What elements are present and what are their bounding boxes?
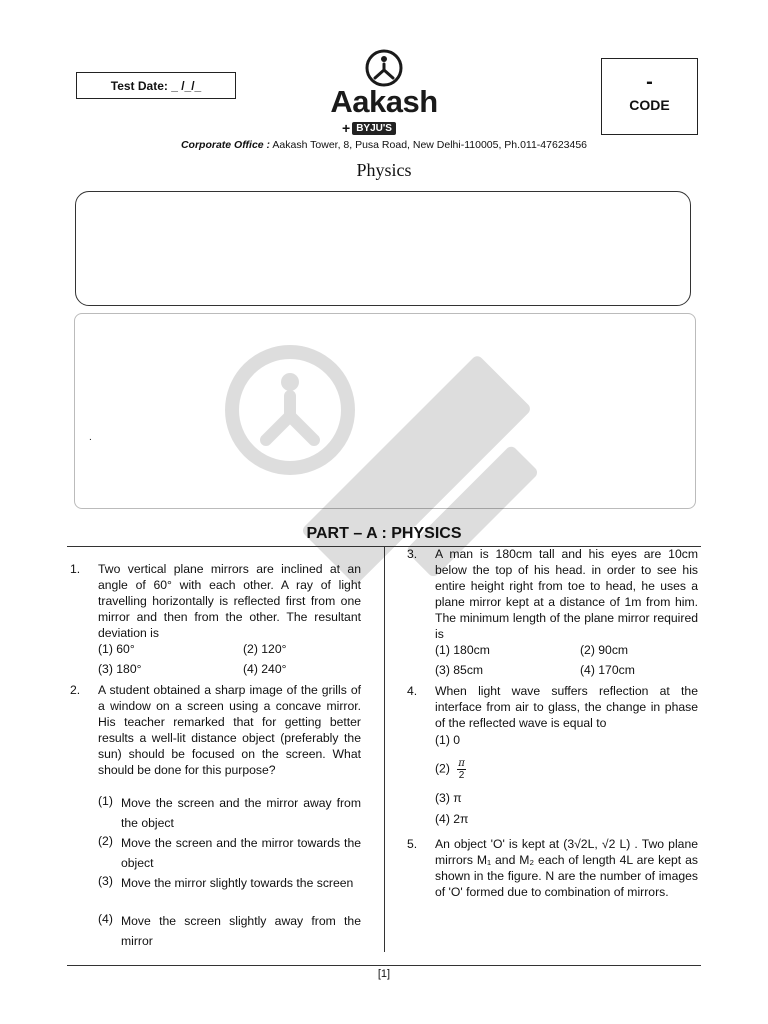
option-3[interactable]: (3) 180°: [98, 662, 142, 676]
option-3[interactable]: (3) π: [435, 791, 462, 805]
option-4[interactable]: Move the screen slightly away from the mirror: [121, 914, 361, 948]
question-text: A man is 180cm tall and his eyes are 10cm below the top of his head. in order to see his entire height right from toe to head, he uses a plane mirror kept at a distance of 1m from him. The minimum length of the plane mirror required is: [435, 547, 698, 641]
option-2[interactable]: Move the screen and the mirror towards the object: [121, 836, 361, 870]
question-text: Two vertical plane mirrors are inclined at an angle of 60° with each other. A ray of light travelling horizontally is reflected first from one mirror and then from the other. The resultant deviation is: [98, 562, 361, 640]
page-number: [1]: [377, 968, 391, 980]
question-4: [407, 683, 699, 833]
fraction-denominator: 2: [458, 770, 465, 781]
option-2-number: (2): [435, 761, 450, 776]
option-2[interactable]: (2) 120°: [243, 642, 287, 656]
option-3[interactable]: (3) 85cm: [435, 663, 484, 677]
option-2[interactable]: [435, 758, 466, 781]
code-box: [601, 58, 698, 135]
option-1[interactable]: Move the screen and the mirror away from the object: [121, 796, 361, 830]
corporate-address: Aakash Tower, 8, Pusa Road, New Delhi-110005, Ph.011-47623456: [272, 139, 588, 151]
corporate-office-line: [0, 139, 768, 151]
test-date-box: [76, 72, 236, 99]
part-title: PART – A : PHYSICS: [306, 525, 462, 542]
option-1[interactable]: (1) 180cm: [435, 643, 490, 657]
option-4[interactable]: (4) 240°: [243, 662, 287, 676]
code-dash: -: [646, 71, 653, 93]
byjus-tag: BYJU'S: [352, 122, 396, 135]
code-label: CODE: [629, 97, 670, 113]
details-box: [75, 191, 691, 306]
question-text: When light wave suffers reflection at the interface from air to glass, the change in phase of the reflected wave is equal to: [435, 684, 698, 730]
option-1[interactable]: (1) 0: [435, 733, 461, 747]
option-2-number: (2): [98, 834, 113, 848]
byjus-badge: [342, 121, 396, 135]
corporate-label: Corporate Office :: [180, 139, 271, 151]
option-4-number: (4): [98, 912, 113, 926]
question-number: 3.: [407, 547, 418, 561]
instructions-box: [74, 313, 696, 509]
option-4[interactable]: (4) 170cm: [580, 663, 635, 677]
question-number: 4.: [407, 684, 418, 698]
fraction-numerator: π: [458, 758, 465, 769]
brand-plus: +: [342, 120, 351, 136]
option-1[interactable]: (1) 60°: [98, 642, 135, 656]
aakash-emblem-icon: [318, 48, 450, 88]
instructions-dot: .: [89, 432, 92, 443]
option-4[interactable]: (4) 2π: [435, 812, 469, 826]
column-divider: [384, 547, 385, 952]
question-text: A student obtained a sharp image of the grills of a window on a screen using a concave mirror. His teacher remarked that for getting better results a well-lit distance object (preferably the sun) should be focused on the screen. What should be done for this purpose?: [98, 683, 361, 777]
question-number: 5.: [407, 837, 418, 851]
pi-over-two-fraction: [457, 758, 466, 781]
footer-divider: [67, 965, 701, 966]
question-2: [70, 682, 362, 952]
subject-title: Physics: [356, 160, 412, 180]
question-number: 1.: [70, 562, 81, 576]
question-1: [70, 561, 362, 681]
question-number: 2.: [70, 683, 81, 697]
test-date-label: Test Date: _ /_/_: [110, 78, 202, 93]
brand-name: Aakash: [330, 84, 438, 119]
option-3[interactable]: Move the mirror slightly towards the screen: [121, 876, 354, 890]
question-5: [407, 836, 699, 916]
option-3-number: (3): [98, 874, 113, 888]
option-2[interactable]: (2) 90cm: [580, 643, 629, 657]
option-1-number: (1): [98, 794, 113, 808]
question-3: [407, 546, 699, 676]
question-text: An object 'O' is kept at (3√2L, √2 L) . Two plane mirrors M₁ and M₂ each of length 4L are kept as shown in the figure. N are the number of images of 'O' formed due to combination of mirrors.: [435, 837, 698, 899]
